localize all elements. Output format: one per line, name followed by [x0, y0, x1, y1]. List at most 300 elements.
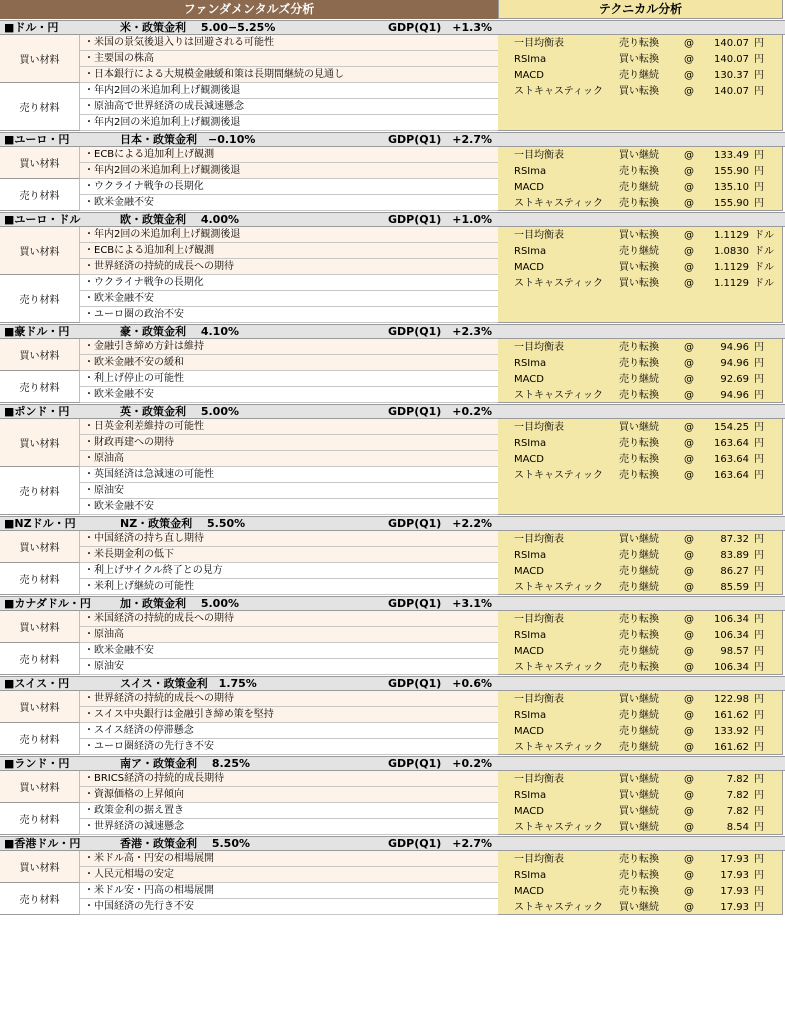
indicator-signal: 買い転換 — [619, 278, 659, 289]
sell-factors — [0, 803, 498, 835]
gdp-growth: GDP(Q1) +0.2% — [388, 757, 493, 770]
at-sign: @ — [684, 742, 694, 753]
price-unit: 円 — [754, 790, 764, 801]
buy-label: 買い材料 — [0, 35, 80, 83]
buy-factor-row: ・BRICS経済の持続的成長期待 — [80, 771, 498, 787]
buy-factor-row: ・資源価格の上昇傾向 — [80, 787, 498, 803]
at-sign: @ — [684, 710, 694, 721]
indicator-name: ストキャスティック — [514, 902, 603, 913]
indicator-row — [498, 276, 783, 292]
indicator-name: MACD — [514, 646, 544, 657]
gdp-growth: GDP(Q1) +0.6% — [388, 677, 493, 690]
at-sign: @ — [684, 726, 694, 737]
pair-title-bar — [0, 20, 785, 35]
pair-title-bar — [0, 756, 785, 771]
technical-section — [498, 419, 783, 515]
sell-factor-row: ・利上げサイクル終了との見方 — [80, 563, 498, 579]
indicator-signal: 買い転換 — [619, 54, 659, 65]
sell-factor-row: ・年内2回の米追加利上げ観測後退 — [80, 115, 498, 131]
indicator-row — [498, 340, 783, 356]
at-sign: @ — [684, 854, 694, 865]
indicator-signal: 買い転換 — [619, 230, 659, 241]
at-sign: @ — [684, 438, 694, 449]
indicator-signal: 売り転換 — [619, 662, 659, 673]
buy-factor-row: ・財政再建への期待 — [80, 435, 498, 451]
indicator-name: RSIma — [514, 870, 547, 881]
price-unit: 円 — [754, 774, 764, 785]
indicator-name: ストキャスティック — [514, 582, 603, 593]
fundamentals-section — [0, 611, 498, 675]
fundamentals-section — [0, 147, 498, 211]
indicator-price: 140.07 — [714, 54, 749, 65]
indicator-name: MACD — [514, 262, 544, 273]
sell-label: 売り材料 — [0, 371, 80, 403]
indicator-signal: 売り継続 — [619, 566, 659, 577]
indicator-signal: 買い継続 — [619, 422, 659, 433]
indicator-row — [498, 644, 783, 660]
sell-factor-row: ・スイス経済の停滞懸念 — [80, 723, 498, 739]
indicator-name: RSIma — [514, 710, 547, 721]
sell-label: 売り材料 — [0, 643, 80, 675]
indicator-row — [498, 260, 783, 276]
price-unit: 円 — [754, 182, 764, 193]
buy-label: 買い材料 — [0, 531, 80, 563]
policy-rate: NZ・政策金利 5.50% — [120, 517, 246, 530]
indicator-name: MACD — [514, 182, 544, 193]
sell-factors — [0, 179, 498, 211]
pair-name: ■豪ドル・円 — [4, 325, 70, 338]
gdp-growth: GDP(Q1) +2.7% — [388, 133, 493, 146]
buy-label: 買い材料 — [0, 339, 80, 371]
at-sign: @ — [684, 342, 694, 353]
sell-factor-row: ・原油高で世界経済の成長減速懸念 — [80, 99, 498, 115]
technical-section — [498, 35, 783, 131]
buy-factor-row: ・ECBによる追加利上げ観測 — [80, 243, 498, 259]
price-unit: 円 — [754, 166, 764, 177]
sell-factor-row: ・欧米金融不安 — [80, 291, 498, 307]
buy-factors — [0, 35, 498, 83]
indicator-row — [498, 708, 783, 724]
buy-factor-row: ・中国経済の持ち直し期待 — [80, 531, 498, 547]
indicator-row — [498, 164, 783, 180]
indicator-signal: 売り継続 — [619, 550, 659, 561]
indicator-price: 17.93 — [720, 870, 749, 881]
sell-factors — [0, 563, 498, 595]
technical-section — [498, 147, 783, 211]
indicator-row — [498, 868, 783, 884]
at-sign: @ — [684, 582, 694, 593]
buy-factor-row: ・原油高 — [80, 451, 498, 467]
buy-factor-row: ・米長期金利の低下 — [80, 547, 498, 563]
indicator-signal: 売り継続 — [619, 374, 659, 385]
buy-factors — [0, 771, 498, 803]
indicator-name: 一目均衡表 — [514, 38, 564, 49]
pair-title-bar — [0, 404, 785, 419]
at-sign: @ — [684, 278, 694, 289]
policy-rate: スイス・政策金利 1.75% — [120, 677, 257, 690]
indicator-name: 一目均衡表 — [514, 854, 564, 865]
fundamentals-section — [0, 771, 498, 835]
currency-block — [0, 516, 785, 595]
policy-rate: 南ア・政策金利 8.25% — [120, 757, 250, 770]
currency-block — [0, 404, 785, 515]
buy-factor-row: ・ECBによる追加利上げ観測 — [80, 147, 498, 163]
at-sign: @ — [684, 422, 694, 433]
price-unit: 円 — [754, 374, 764, 385]
sell-label: 売り材料 — [0, 723, 80, 755]
pair-title-bar — [0, 212, 785, 227]
indicator-price: 7.82 — [726, 790, 749, 801]
pair-title-bar — [0, 836, 785, 851]
gdp-growth: GDP(Q1) +2.3% — [388, 325, 493, 338]
at-sign: @ — [684, 694, 694, 705]
sell-factor-row: ・年内2回の米追加利上げ観測後退 — [80, 83, 498, 99]
currency-block — [0, 212, 785, 323]
buy-factor-row: ・年内2回の米追加利上げ観測後退 — [80, 163, 498, 179]
fundamentals-section — [0, 419, 498, 515]
indicator-row — [498, 820, 783, 836]
policy-rate: 加・政策金利 5.00% — [120, 597, 239, 610]
price-unit: 円 — [754, 870, 764, 881]
price-unit: 円 — [754, 806, 764, 817]
buy-label: 買い材料 — [0, 691, 80, 723]
price-unit: 円 — [754, 550, 764, 561]
price-unit: 円 — [754, 342, 764, 353]
indicator-name: 一目均衡表 — [514, 614, 564, 625]
indicator-signal: 売り転換 — [619, 470, 659, 481]
indicator-signal: 売り転換 — [619, 198, 659, 209]
indicator-name: RSIma — [514, 790, 547, 801]
indicator-price: 98.57 — [720, 646, 749, 657]
fundamentals-section — [0, 691, 498, 755]
indicator-row — [498, 196, 783, 212]
buy-factors — [0, 611, 498, 643]
buy-factors — [0, 419, 498, 467]
indicator-price: 17.93 — [720, 854, 749, 865]
indicator-signal: 売り継続 — [619, 182, 659, 193]
sell-factors — [0, 643, 498, 675]
indicator-price: 155.90 — [714, 166, 749, 177]
price-unit: 円 — [754, 566, 764, 577]
sell-factors — [0, 275, 498, 323]
buy-factor-row: ・日本銀行による大規模金融緩和策は長期間継続の見通し — [80, 67, 498, 83]
indicator-signal: 買い継続 — [619, 534, 659, 545]
indicator-signal: 売り転換 — [619, 886, 659, 897]
indicator-signal: 売り転換 — [619, 454, 659, 465]
price-unit: 円 — [754, 582, 764, 593]
indicator-name: 一目均衡表 — [514, 422, 564, 433]
fundamentals-header: ファンダメンタルズ分析 — [0, 0, 498, 19]
sell-factors — [0, 723, 498, 755]
indicator-signal: 売り転換 — [619, 390, 659, 401]
buy-factor-row: ・世界経済の持続的成長への期待 — [80, 691, 498, 707]
indicator-price: 161.62 — [714, 710, 749, 721]
sell-label: 売り材料 — [0, 803, 80, 835]
sell-factors — [0, 467, 498, 515]
indicator-price: 106.34 — [714, 630, 749, 641]
indicator-price: 155.90 — [714, 198, 749, 209]
buy-factor-row: ・原油高 — [80, 627, 498, 643]
indicator-price: 163.64 — [714, 470, 749, 481]
pair-name: ■香港ドル・円 — [4, 837, 81, 850]
at-sign: @ — [684, 454, 694, 465]
sell-factor-row: ・ウクライナ戦争の長期化 — [80, 179, 498, 195]
buy-factor-row: ・米ドル高・円安の相場展開 — [80, 851, 498, 867]
price-unit: ドル — [754, 278, 774, 289]
indicator-name: MACD — [514, 374, 544, 385]
fundamentals-section — [0, 35, 498, 131]
sell-factors — [0, 371, 498, 403]
buy-factors — [0, 531, 498, 563]
price-unit: 円 — [754, 630, 764, 641]
price-unit: 円 — [754, 422, 764, 433]
indicator-price: 17.93 — [720, 886, 749, 897]
indicator-signal: 売り転換 — [619, 870, 659, 881]
indicator-name: ストキャスティック — [514, 278, 603, 289]
pair-title-bar — [0, 324, 785, 339]
indicator-name: ストキャスティック — [514, 86, 603, 97]
indicator-row — [498, 52, 783, 68]
price-unit: 円 — [754, 614, 764, 625]
indicator-row — [498, 84, 783, 100]
indicator-signal: 売り転換 — [619, 614, 659, 625]
at-sign: @ — [684, 86, 694, 97]
pair-title-bar — [0, 596, 785, 611]
indicator-row — [498, 356, 783, 372]
indicator-price: 94.96 — [720, 390, 749, 401]
buy-label: 買い材料 — [0, 851, 80, 883]
sell-label: 売り材料 — [0, 179, 80, 211]
indicator-signal: 売り転換 — [619, 38, 659, 49]
indicator-name: RSIma — [514, 358, 547, 369]
indicator-name: 一目均衡表 — [514, 534, 564, 545]
indicator-row — [498, 68, 783, 84]
indicator-name: RSIma — [514, 630, 547, 641]
indicator-price: 7.82 — [726, 774, 749, 785]
sell-factor-row: ・英国経済は急減速の可能性 — [80, 467, 498, 483]
buy-factor-row: ・人民元相場の安定 — [80, 867, 498, 883]
sell-factor-row: ・中国経済の先行き不安 — [80, 899, 498, 915]
price-unit: 円 — [754, 150, 764, 161]
price-unit: 円 — [754, 694, 764, 705]
indicator-signal: 売り転換 — [619, 358, 659, 369]
indicator-price: 8.54 — [726, 822, 749, 833]
indicator-name: 一目均衡表 — [514, 342, 564, 353]
pair-name: ■ランド・円 — [4, 757, 70, 770]
indicator-signal: 買い継続 — [619, 822, 659, 833]
at-sign: @ — [684, 822, 694, 833]
indicator-price: 161.62 — [714, 742, 749, 753]
pair-name: ■カナダドル・円 — [4, 597, 91, 610]
currency-block — [0, 324, 785, 403]
sell-factor-row: ・米ドル安・円高の相場展開 — [80, 883, 498, 899]
at-sign: @ — [684, 358, 694, 369]
price-unit: 円 — [754, 390, 764, 401]
technical-section — [498, 339, 783, 403]
at-sign: @ — [684, 150, 694, 161]
indicator-row — [498, 372, 783, 388]
indicator-row — [498, 468, 783, 484]
sell-factor-row: ・米利上げ継続の可能性 — [80, 579, 498, 595]
price-unit: 円 — [754, 902, 764, 913]
indicator-row — [498, 148, 783, 164]
indicator-signal: 売り転換 — [619, 854, 659, 865]
at-sign: @ — [684, 54, 694, 65]
fundamentals-section — [0, 531, 498, 595]
indicator-row — [498, 436, 783, 452]
sell-factor-row: ・欧米金融不安 — [80, 195, 498, 211]
indicator-price: 17.93 — [720, 902, 749, 913]
indicator-signal: 買い転換 — [619, 86, 659, 97]
indicator-price: 163.64 — [714, 438, 749, 449]
indicator-price: 86.27 — [720, 566, 749, 577]
indicator-price: 1.0830 — [714, 246, 749, 257]
at-sign: @ — [684, 70, 694, 81]
indicator-signal: 売り転換 — [619, 630, 659, 641]
indicator-row — [498, 900, 783, 916]
sell-factor-row: ・ユーロ圏経済の先行き不安 — [80, 739, 498, 755]
price-unit: 円 — [754, 470, 764, 481]
sell-label: 売り材料 — [0, 883, 80, 915]
fundamentals-section — [0, 851, 498, 915]
gdp-growth: GDP(Q1) +1.3% — [388, 21, 493, 34]
indicator-signal: 売り継続 — [619, 246, 659, 257]
indicator-price: 135.10 — [714, 182, 749, 193]
indicator-signal: 売り継続 — [619, 70, 659, 81]
at-sign: @ — [684, 166, 694, 177]
buy-label: 買い材料 — [0, 227, 80, 275]
at-sign: @ — [684, 614, 694, 625]
indicator-name: 一目均衡表 — [514, 230, 564, 241]
indicator-price: 154.25 — [714, 422, 749, 433]
buy-factor-row: ・年内2回の米追加利上げ観測後退 — [80, 227, 498, 243]
gdp-growth: GDP(Q1) +2.7% — [388, 837, 493, 850]
indicator-signal: 売り継続 — [619, 582, 659, 593]
technical-section — [498, 851, 783, 915]
price-unit: 円 — [754, 822, 764, 833]
buy-factor-row: ・日英金利差維持の可能性 — [80, 419, 498, 435]
indicator-signal: 売り転換 — [619, 438, 659, 449]
fundamentals-section — [0, 227, 498, 323]
price-unit: 円 — [754, 54, 764, 65]
technical-section — [498, 691, 783, 755]
currency-block — [0, 836, 785, 915]
gdp-growth: GDP(Q1) +2.2% — [388, 517, 493, 530]
technical-section — [498, 531, 783, 595]
sell-factors — [0, 83, 498, 131]
at-sign: @ — [684, 246, 694, 257]
pair-name: ■ドル・円 — [4, 21, 59, 34]
fundamentals-section — [0, 339, 498, 403]
pair-name: ■ユーロ・ドル — [4, 213, 81, 226]
indicator-row — [498, 180, 783, 196]
indicator-price: 92.69 — [720, 374, 749, 385]
buy-factor-row: ・米国経済の持続的成長への期待 — [80, 611, 498, 627]
indicator-row — [498, 244, 783, 260]
price-unit: 円 — [754, 454, 764, 465]
sell-factor-row: ・欧米金融不安 — [80, 387, 498, 403]
indicator-signal: 売り転換 — [619, 166, 659, 177]
policy-rate: 豪・政策金利 4.10% — [120, 325, 239, 338]
sell-label: 売り材料 — [0, 275, 80, 323]
indicator-price: 140.07 — [714, 38, 749, 49]
pair-name: ■スイス・円 — [4, 677, 70, 690]
price-unit: 円 — [754, 86, 764, 97]
indicator-row — [498, 852, 783, 868]
pair-name: ■ユーロ・円 — [4, 133, 70, 146]
sell-factor-row: ・原油安 — [80, 659, 498, 675]
indicator-signal: 買い継続 — [619, 806, 659, 817]
buy-factor-row: ・スイス中央銀行は金融引き締め策を堅持 — [80, 707, 498, 723]
currency-block — [0, 676, 785, 755]
price-unit: ドル — [754, 262, 774, 273]
indicator-row — [498, 628, 783, 644]
indicator-price: 133.49 — [714, 150, 749, 161]
price-unit: 円 — [754, 70, 764, 81]
indicator-name: ストキャスティック — [514, 198, 603, 209]
buy-factor-row: ・欧米金融不安の緩和 — [80, 355, 498, 371]
technical-section — [498, 771, 783, 835]
at-sign: @ — [684, 38, 694, 49]
indicator-price: 106.34 — [714, 662, 749, 673]
indicator-name: RSIma — [514, 246, 547, 257]
sell-factor-row: ・欧米金融不安 — [80, 643, 498, 659]
at-sign: @ — [684, 630, 694, 641]
currency-block — [0, 596, 785, 675]
indicator-row — [498, 420, 783, 436]
indicator-name: ストキャスティック — [514, 470, 603, 481]
indicator-name: RSIma — [514, 54, 547, 65]
price-unit: 円 — [754, 710, 764, 721]
technical-section — [498, 611, 783, 675]
indicator-row — [498, 532, 783, 548]
buy-factors — [0, 339, 498, 371]
at-sign: @ — [684, 806, 694, 817]
buy-factors — [0, 851, 498, 883]
sell-factor-row: ・利上げ停止の可能性 — [80, 371, 498, 387]
indicator-price: 140.07 — [714, 86, 749, 97]
indicator-price: 1.1129 — [714, 230, 749, 241]
indicator-signal: 買い継続 — [619, 790, 659, 801]
pair-title-bar — [0, 676, 785, 691]
indicator-name: ストキャスティック — [514, 662, 603, 673]
currency-block — [0, 20, 785, 131]
buy-factors — [0, 227, 498, 275]
sell-label: 売り材料 — [0, 563, 80, 595]
indicator-signal: 買い転換 — [619, 262, 659, 273]
indicator-price: 133.92 — [714, 726, 749, 737]
buy-label: 買い材料 — [0, 611, 80, 643]
price-unit: ドル — [754, 230, 774, 241]
price-unit: 円 — [754, 662, 764, 673]
indicator-row — [498, 788, 783, 804]
indicator-price: 1.1129 — [714, 262, 749, 273]
at-sign: @ — [684, 182, 694, 193]
indicator-signal: 売り継続 — [619, 710, 659, 721]
indicator-signal: 買い継続 — [619, 774, 659, 785]
buy-factor-row: ・世界経済の持続的成長への期待 — [80, 259, 498, 275]
sell-factor-row: ・欧米金融不安 — [80, 499, 498, 515]
at-sign: @ — [684, 390, 694, 401]
indicator-price: 94.96 — [720, 342, 749, 353]
at-sign: @ — [684, 870, 694, 881]
price-unit: 円 — [754, 358, 764, 369]
price-unit: 円 — [754, 534, 764, 545]
policy-rate: 香港・政策金利 5.50% — [120, 837, 250, 850]
indicator-signal: 買い継続 — [619, 694, 659, 705]
at-sign: @ — [684, 550, 694, 561]
buy-factor-row: ・米国の景気後退入りは回避される可能性 — [80, 35, 498, 51]
